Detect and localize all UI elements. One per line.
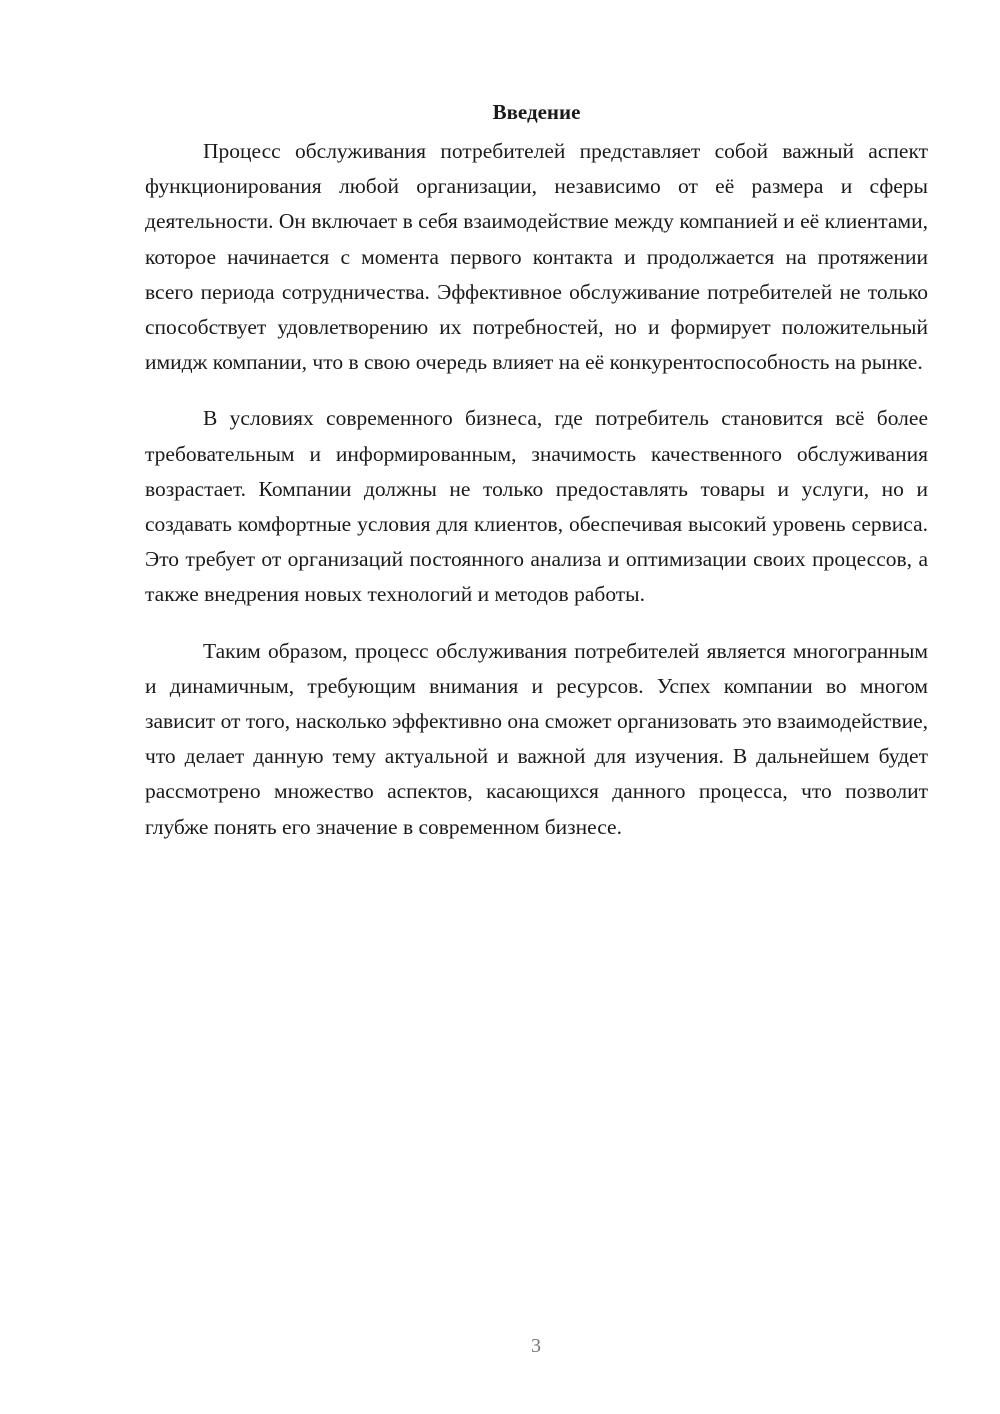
page-content [145, 98, 928, 866]
paragraph-2: В условиях современного бизнеса, где потребитель становится всё более требовательным и информированным, значимость качественного обслуживания возрастает. Компании должны не только предоставлять товары и услуги, но и создавать комфортные условия для клиентов, обеспечивая высокий уровень сервиса. Это требует от организаций постоянного анализа и оптимизации своих процессов, а также внедрения новых технологий и методов работы. [145, 406, 928, 607]
page-number: 3 [531, 1335, 541, 1357]
paragraph-1: Процесс обслуживания потребителей представляет собой важный аспект функционирования любой организации, независимо от её размера и сферы деятельности. Он включает в себя взаимодействие между компанией и её клиентами, которое начинается с момента первого контакта и продолжается на протяжении всего периода сотрудничества. Эффективное обслуживание потребителей не только способствует удовлетворению их потребностей, но и формирует положительный имидж компании, что в свою очередь влияет на её конкурентоспособность на рынке. [145, 139, 928, 375]
section-heading: Введение [492, 100, 581, 124]
paragraph-3: Таким образом, процесс обслуживания потребителей является многогранным и динамичным, требующим внимания и ресурсов. Успех компании во многом зависит от того, насколько эффективно она сможет организовать это взаимодействие, что делает данную тему актуальной и важной для изучения. В дальнейшем будет рассмотрено множество аспектов, касающихся данного процесса, что позволит глубже понять его значение в современном бизнесе. [145, 638, 928, 839]
